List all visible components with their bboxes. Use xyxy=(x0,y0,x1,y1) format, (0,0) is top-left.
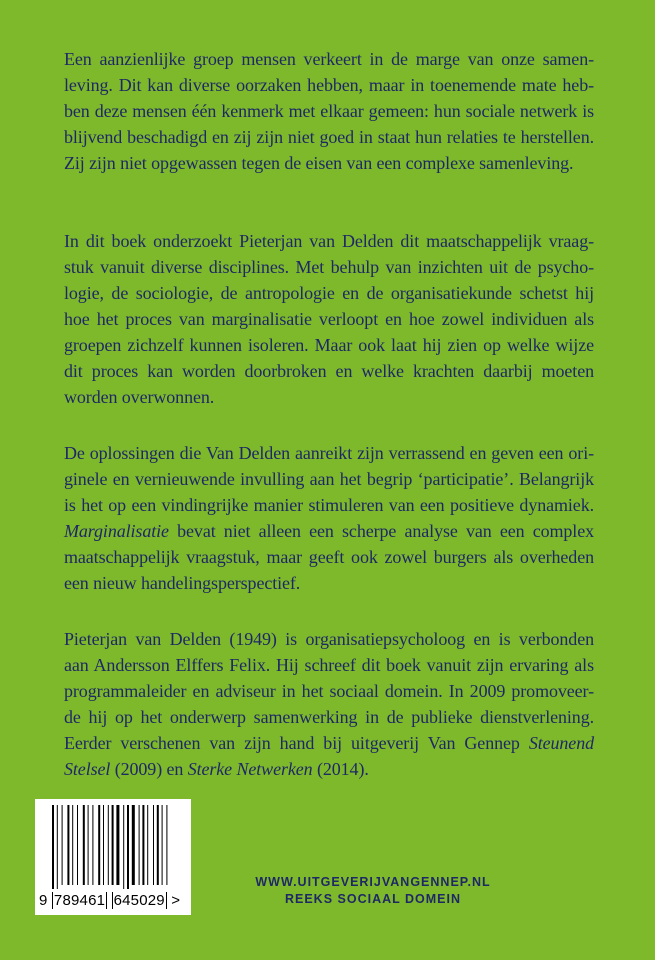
text-segment: bevat niet alleen een scherpe analyse van een complex xyxy=(168,521,594,541)
barcode-bar xyxy=(153,805,154,885)
text-line xyxy=(64,228,594,254)
text-line xyxy=(64,124,594,150)
text-line xyxy=(64,46,594,72)
barcode-bar xyxy=(62,805,63,885)
barcode-bar xyxy=(108,805,109,885)
barcode-bar xyxy=(57,805,58,889)
paragraph-book-content xyxy=(64,228,594,410)
isbn-main: 789461 xyxy=(53,892,106,909)
text-line xyxy=(64,730,594,756)
barcode-bar xyxy=(103,805,104,885)
text-line xyxy=(64,150,594,176)
text-segment: hoe het proces van marginalisatie verloopt en hoe zowel individuen als xyxy=(64,309,594,329)
barcode-bar xyxy=(123,805,124,889)
text-segment: een nieuw handelingsperspectief. xyxy=(64,573,301,593)
barcode-bar xyxy=(157,805,159,885)
paragraph-author-bio xyxy=(64,626,594,782)
barcode-bar xyxy=(132,805,135,885)
text-line xyxy=(64,280,594,306)
text-line xyxy=(64,678,594,704)
publisher-website[interactable]: WWW.UITGEVERIJVANGENNEP.NL xyxy=(255,875,491,889)
text-segment: dit proces kan worden doorbroken en welke krachten daarbij moeten xyxy=(64,361,594,381)
barcode-bars xyxy=(52,805,170,889)
series-name: REEKS SOCIAAL DOMEIN xyxy=(284,892,462,906)
text-segment: aan Andersson Elffers Felix. Hij schreef dit boek vanuit zijn ervaring als xyxy=(64,655,594,675)
barcode-bar xyxy=(162,805,163,885)
text-segment: maatschappelijk vraagstuk, maar geeft ook zowel burgers als overheden xyxy=(64,547,594,567)
isbn-end: 645029 xyxy=(113,892,165,909)
text-segment: Eerder verschenen van zijn hand bij uitgeverij Van Gennep xyxy=(64,733,529,753)
text-line xyxy=(64,384,594,410)
barcode-bar xyxy=(142,805,144,885)
isbn-arrow: > xyxy=(171,892,181,909)
barcode-bar xyxy=(127,805,129,889)
italic-title: Stelsel xyxy=(64,759,111,779)
text-segment: Een aanzienlijke groep mensen verkeert in de marge van onze samen- xyxy=(64,49,594,69)
isbn-number xyxy=(39,892,180,910)
italic-title: Marginalisatie xyxy=(64,521,169,541)
text-segment: programmaleider en adviseur in het sociaal domein. In 2009 promoveer- xyxy=(64,681,594,701)
italic-title: Sterke Netwerken xyxy=(187,759,313,779)
text-line xyxy=(64,492,594,518)
barcode-bar xyxy=(98,805,100,885)
text-line xyxy=(64,570,594,596)
text-line xyxy=(64,440,594,466)
text-segment: In dit boek onderzoekt Pieterjan van Delden dit maatschappelijk vraag- xyxy=(64,231,594,251)
text-line xyxy=(64,518,594,544)
barcode-bar xyxy=(83,805,85,885)
text-segment: (2009) en xyxy=(110,759,188,779)
barcode-bar xyxy=(166,805,167,885)
text-segment: logie, de sociologie, de antropologie en de organisatiekunde schetst hij xyxy=(64,283,594,303)
text-line xyxy=(64,254,594,280)
text-segment: ben deze mensen één kenmerk met elkaar gemeen: hun sociale netwerk is xyxy=(64,101,594,121)
text-line xyxy=(64,358,594,384)
barcode-bar xyxy=(139,805,140,885)
text-segment: De oplossingen die Van Delden aanreikt zijn verrassend en geven een ori- xyxy=(64,443,594,463)
text-segment: (2014). xyxy=(312,759,369,779)
barcode-bar xyxy=(116,805,119,885)
text-line xyxy=(64,98,594,124)
text-line xyxy=(64,544,594,570)
text-line xyxy=(64,466,594,492)
text-segment: worden overwonnen. xyxy=(64,387,215,407)
text-segment: leving. Dit kan diverse oorzaken hebben, maar in toenemende mate heb- xyxy=(64,75,594,95)
publisher-info xyxy=(222,874,524,908)
text-segment: Zij zijn niet opgewassen tegen de eisen van een complexe samenleving. xyxy=(64,153,574,173)
barcode-bar xyxy=(92,805,93,885)
barcode-bar xyxy=(72,805,73,885)
text-line xyxy=(64,652,594,678)
text-line xyxy=(64,332,594,358)
text-line xyxy=(64,72,594,98)
text-segment: blijvend beschadigd en zij zijn niet goed in staat hun relaties te herstellen. xyxy=(64,127,594,147)
italic-title: Steunend xyxy=(528,733,594,753)
text-segment: de hij op het onderwerp samenwerking in de publieke dienstverlening. xyxy=(64,707,594,727)
text-line xyxy=(64,626,594,652)
text-segment: groepen zichzelf kunnen isoleren. Maar ook laat hij zien op welke wijze xyxy=(64,335,594,355)
text-line xyxy=(64,306,594,332)
barcode-bar xyxy=(77,805,78,885)
text-segment: Pieterjan van Delden (1949) is organisatiepsycholoog en is verbonden xyxy=(64,629,594,649)
barcode-bar xyxy=(67,805,69,885)
barcode-bar xyxy=(52,805,54,889)
paragraph-intro xyxy=(64,46,594,176)
text-line xyxy=(64,756,594,782)
text-segment: stuk vanuit diverse disciplines. Met behulp van inzichten uit de psycho- xyxy=(64,257,594,277)
barcode-bar xyxy=(147,805,148,885)
isbn-prefix: 9 xyxy=(39,892,48,909)
barcode-bar xyxy=(88,805,89,885)
barcode-bar xyxy=(112,805,114,885)
text-line xyxy=(64,704,594,730)
text-segment: is het op een vindingrijke manier stimuleren van een positieve dynamiek. xyxy=(64,495,594,515)
isbn-barcode xyxy=(35,799,191,915)
paragraph-solutions xyxy=(64,440,594,596)
text-segment: ginele en vernieuwende invulling aan het begrip ‘participatie’. Belangrijk xyxy=(64,469,594,489)
